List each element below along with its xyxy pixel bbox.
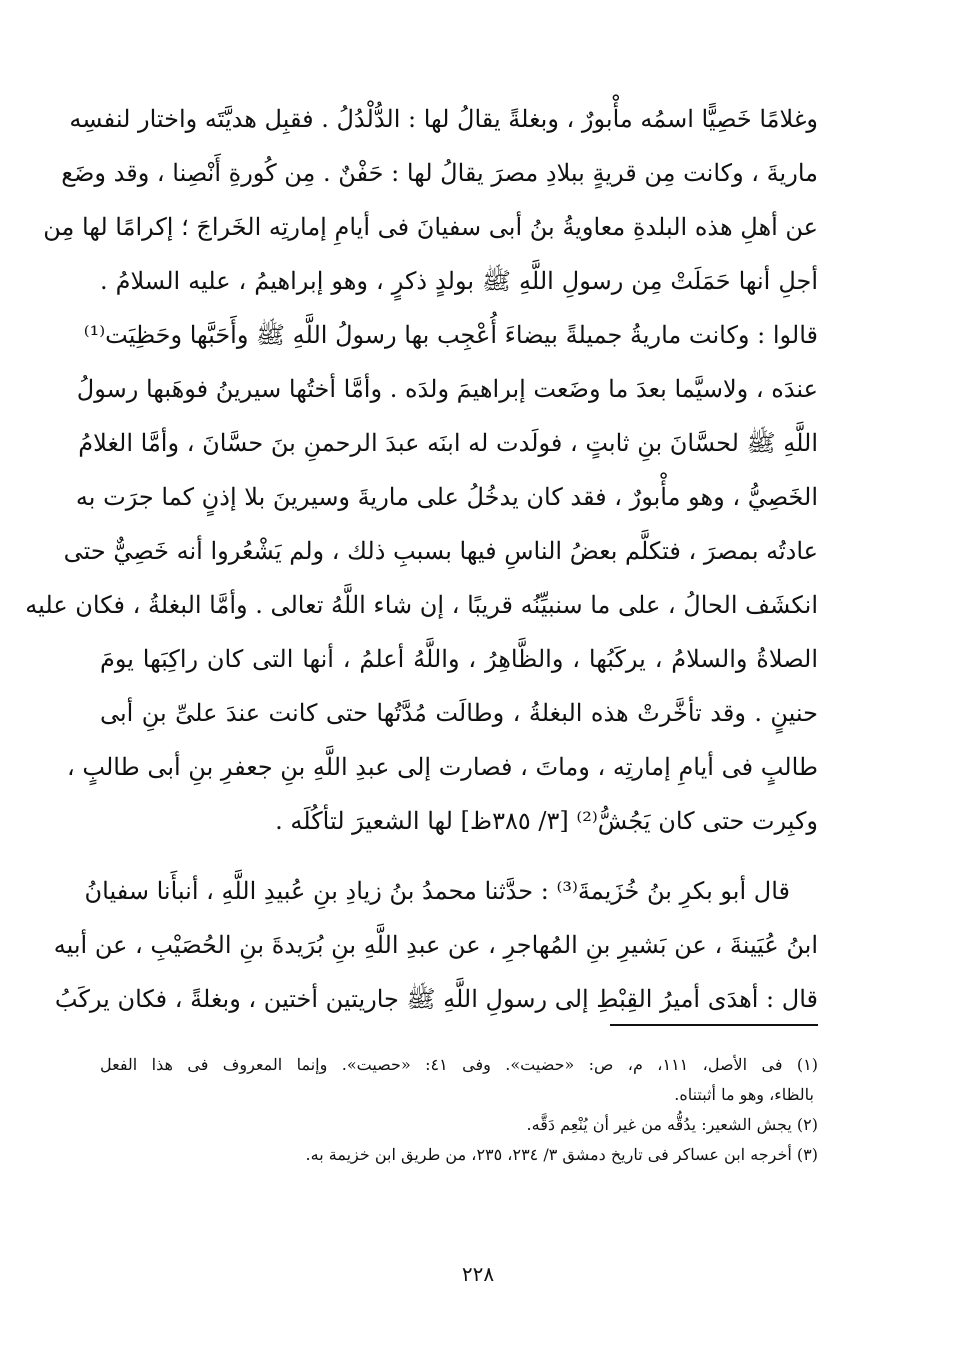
text-line: عندَه ، ولاسيَّما بعدَ ما وضَعت إبراهيمَ ولدَه . وأمَّا أختُها سيرينُ فوهَبها رسولُ — [76, 375, 818, 403]
footnote-2: (٢) يجش الشعير: يدُقُّه من غير أن يُنْعِم دَقَّه. — [526, 1115, 818, 1134]
footnote-separator — [610, 1024, 818, 1026]
text-line: عادتُه بمصرَ ، فتكلَّم بعضُ الناسِ فيها بسببِ ذلك ، ولم يَشْعُروا أنه خَصِيٌّ حتى — [63, 537, 818, 565]
text-line: انكشَف الحالُ ، على ما سنبيِّنُه قريبًا ، إن شاء اللَّهُ تعالى . وأمَّا البغلةُ ، فكان عليه — [25, 591, 818, 619]
text-line: حنينٍ . وقد تأخَّرتْ هذه البغلةُ ، وطالَت مُدَّتُها حتى كانت عندَ علىِّ بنِ أبى — [100, 699, 818, 727]
page-number: ٢٢٨ — [461, 1262, 495, 1286]
paragraph — [53, 864, 818, 1026]
text-line: وغلامًا خَصِيًّا اسمُه مأْبورٌ ، وبغلةً يقالُ لها : الدُّلْدُلُ . فقبِل هديَّتَه واختار لنفسِه — [69, 105, 818, 133]
text-line: قالوا : وكانت ماريةُ جميلةً بيضاءَ أُعْجِب بها رسولُ اللَّهِ ﷺ وأَحَبَّها وحَظِيَت⁽¹⁾ — [83, 321, 818, 349]
text-line: ابنُ عُيَينةَ ، عن بَشيرِ بنِ المُهاجرِ ، عن عبدِ اللَّهِ بنِ بُرَيدةَ بنِ الحُصَيْبِ ، عن أبيه — [53, 931, 818, 959]
footnote-3: (٣) أخرجه ابن عساكر فى تاريخ دمشق ٣/ ٢٣٤، ٢٣٥، من طريق ابن خزيمة به. — [305, 1145, 818, 1164]
footnote-1: (١) فى الأصل، ١١١، م، ص: «حضيت». وفى ٤١: «حصيت». وإنما المعروف فى هذا الفعل — [100, 1055, 819, 1074]
footnotes — [100, 1050, 818, 1170]
text-line: عن أهلِ هذه البلدةِ معاويةُ بنُ أبى سفيانَ فى أيامِ إمارتِه الخَراجَ ؛ إكرامًا لها مِن — [43, 213, 818, 241]
paragraph — [25, 92, 818, 848]
footnote-1-continuation: بالظاء، وهو ما أثبتناه. — [674, 1085, 814, 1104]
text-line: وكبِرت حتى كان يَجُشُّ⁽²⁾ [٣/ ٣٨٥ظ] لها الشعيرَ لتأكُلَه . — [275, 807, 818, 835]
text-line: ماريةَ ، وكانت مِن قريةٍ ببلادِ مصرَ يقالُ لها : حَفْنٌ . مِن كُورةِ أَنْصِنا ، وقد وضَع — [61, 159, 818, 187]
text-line: أجلِ أنها حَمَلَتْ مِن رسولِ اللَّهِ ﷺ بولدٍ ذكرٍ ، وهو إبراهيمُ ، عليه السلامُ . — [100, 267, 818, 295]
text-line: الخَصِيُّ ، وهو مأْبورٌ ، فقد كان يدخُلُ على ماريةَ وسيرينَ بلا إذنٍ كما جرَت به — [75, 483, 818, 511]
text-line: اللَّهِ ﷺ لحسَّانَ بنِ ثابتٍ ، فولَدت له ابنَه عبدَ الرحمنِ بنَ حسَّانَ ، وأمَّا الغلامُ — [78, 429, 818, 457]
text-line: قال أبو بكرِ بنُ خُزَيمةَ⁽³⁾ : حدَّثنا محمدُ بنُ زيادِ بنِ عُبيدِ اللَّهِ ، أنبأَنا سفيانُ — [84, 877, 790, 905]
text-line: طالبٍ فى أيامِ إمارتِه ، وماتَ ، فصارت إلى عبدِ اللَّهِ بنِ جعفرِ بنِ أبى طالبٍ ، — [67, 753, 818, 781]
main-text — [25, 92, 818, 1026]
text-line: قال : أهدَى أميرُ القِبْطِ إلى رسولِ اللَّهِ ﷺ جاريتين أختين ، وبغلةً ، فكان يركَبُ — [54, 985, 818, 1013]
text-line: الصلاةُ والسلامُ ، يركَبُها ، والظَّاهِرُ ، واللَّهُ أعلمُ ، أنها التى كان راكِبَها يومَ — [100, 645, 818, 673]
